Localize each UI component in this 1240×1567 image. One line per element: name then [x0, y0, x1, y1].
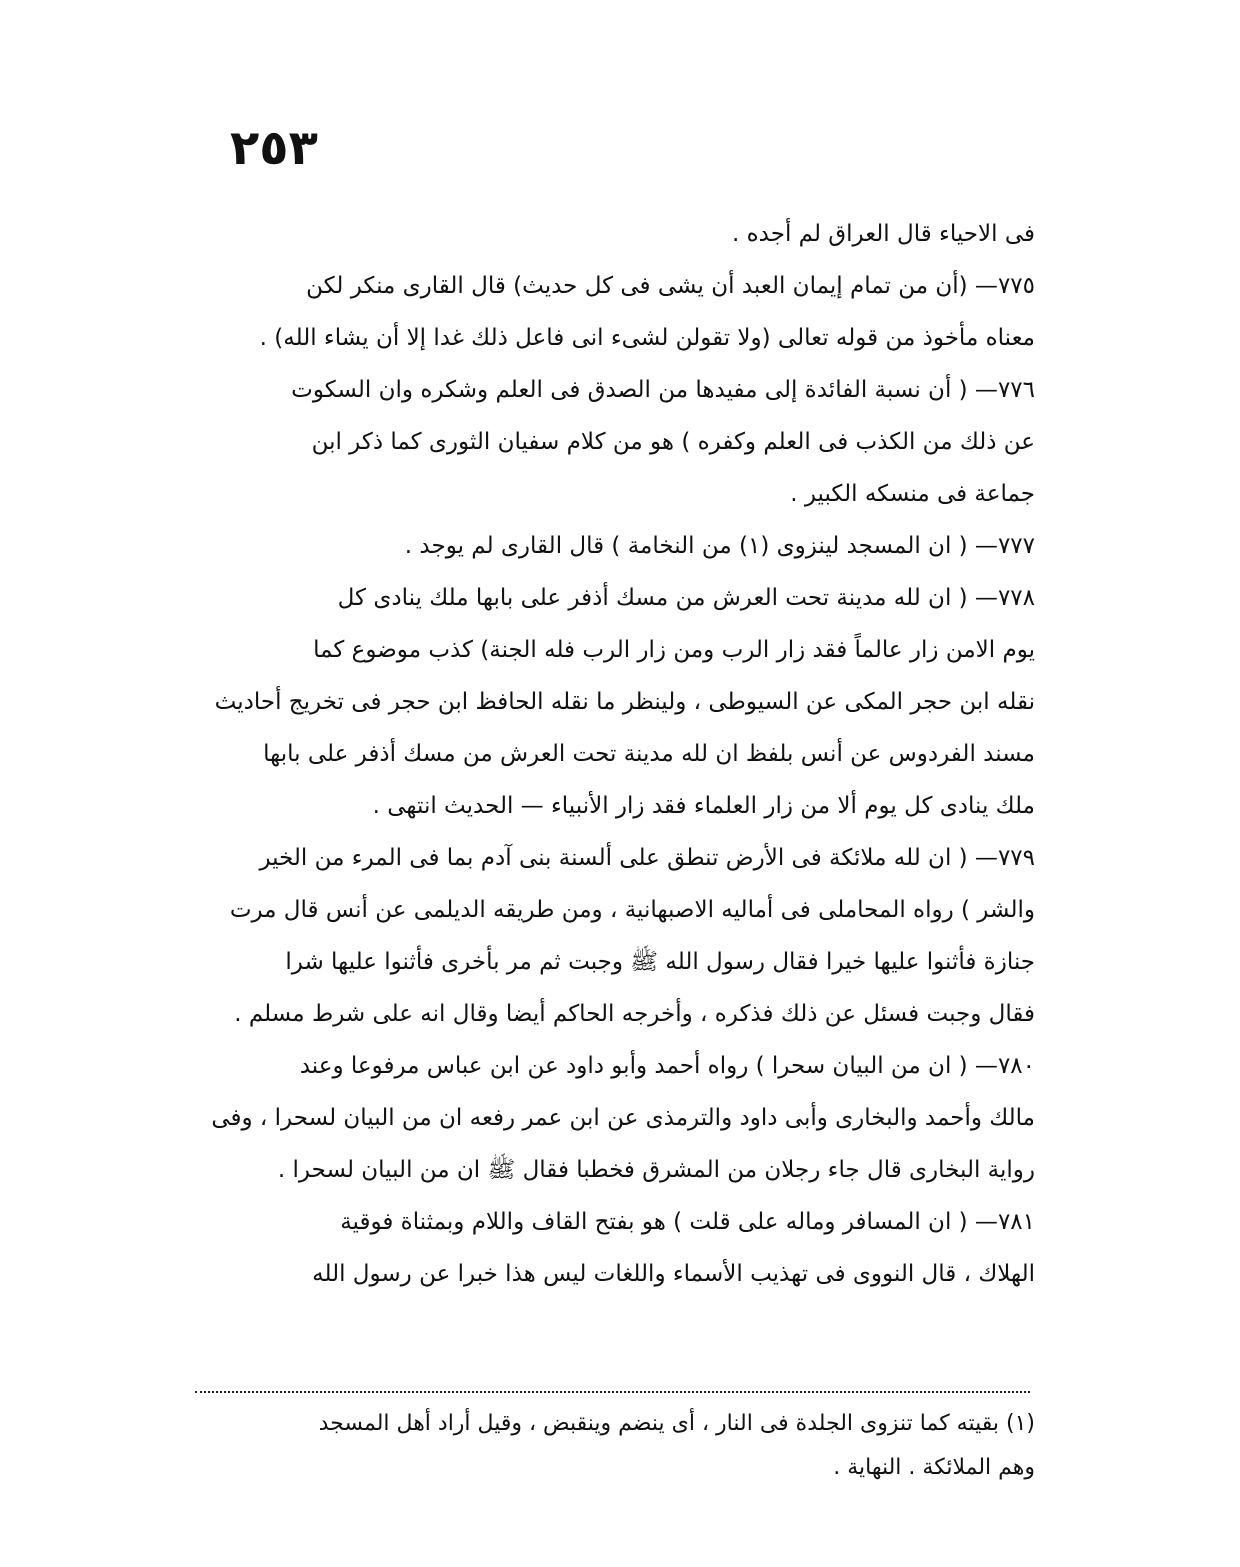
text-line: فى الاحياء قال العراق لم أجده . — [731, 221, 1035, 247]
text-line: جماعة فى منسكه الكبير . — [790, 481, 1035, 507]
text-line: ٧٧٧— ( ان المسجد لينزوى (١) من النخامة ) قال القارى لم يوجد . — [404, 533, 1035, 559]
text-line: رواية البخارى قال جاء رجلان من المشرق فخطبا فقال ﷺ ان من البيان لسحرا . — [277, 1157, 1035, 1183]
text-line: نقله ابن حجر المكى عن السيوطى ، ولينظر ما نقله الحافظ ابن حجر فى تخريج أحاديث — [214, 689, 1035, 715]
text-line: ٧٧٨— ( ان لله مدينة تحت العرش من مسك أذفر على بابها ملك ينادى كل — [337, 585, 1035, 611]
footnote-line: (١) بقيته كما تنزوى الجلدة فى النار ، أى ينضم وينقبض ، وقيل أراد أهل المسجد — [318, 1411, 1035, 1436]
text-line: ٧٧٩— ( ان لله ملائكة فى الأرض تنطق على ألسنة بنى آدم بما فى المرء من الخير — [259, 845, 1035, 871]
text-line: ملك ينادى كل يوم ألا من زار العلماء فقد زار الأنبياء — الحديث انتهى . — [372, 793, 1035, 819]
text-line: الهلاك ، قال النووى فى تهذيب الأسماء واللغات ليس هذا خبرا عن رسول الله — [312, 1261, 1035, 1287]
text-line: ٧٨١— ( ان المسافر وماله على قلت ) هو بفتح القاف واللام وبمثناة فوقية — [340, 1209, 1035, 1235]
text-line: مالك وأحمد والبخارى وأبى داود والترمذى عن ابن عمر رفعه ان من البيان لسحرا ، وفى — [211, 1105, 1035, 1131]
footnote-divider — [195, 1391, 1030, 1393]
page-number: ٢٥٣ — [230, 120, 318, 176]
text-line: ٧٧٥— (أن من تمام إيمان العبد أن يشى فى كل حديث) قال القارى منكر لكن — [306, 273, 1035, 299]
text-line: ٧٨٠— ( ان من البيان سحرا ) رواه أحمد وأبو داود عن ابن عباس مرفوعا وعند — [299, 1053, 1035, 1079]
body-text — [195, 208, 1035, 1300]
text-line: مسند الفردوس عن أنس بلفظ ان لله مدينة تحت العرش من مسك أذفر على بابها — [263, 741, 1035, 767]
footnote-line: وهم الملائكة . النهاية . — [833, 1455, 1035, 1480]
text-line: جنازة فأثنوا عليها خيرا فقال رسول الله ﷺ وجبت ثم مر بأخرى فأثنوا عليها شرا — [285, 949, 1035, 975]
text-line: معناه مأخوذ من قوله تعالى (ولا تقولن لشىء انى فاعل ذلك غدا إلا أن يشاء الله) . — [259, 325, 1035, 351]
text-line: ٧٧٦— ( أن نسبة الفائدة إلى مفيدها من الصدق فى العلم وشكره وان السكوت — [291, 377, 1035, 403]
footnote — [195, 1402, 1035, 1490]
text-line: فقال وجبت فسئل عن ذلك فذكره ، وأخرجه الحاكم أيضا وقال انه على شرط مسلم . — [234, 1001, 1035, 1027]
text-line: عن ذلك من الكذب فى العلم وكفره ) هو من كلام سفيان الثورى كما ذكر ابن — [311, 429, 1035, 455]
text-line: والشر ) رواه المحاملى فى أماليه الاصبهانية ، ومن طريقه الديلمى عن أنس قال مرت — [229, 897, 1035, 923]
text-line: يوم الامن زار عالماً فقد زار الرب ومن زار الرب فله الجنة) كذب موضوع كما — [313, 637, 1035, 663]
